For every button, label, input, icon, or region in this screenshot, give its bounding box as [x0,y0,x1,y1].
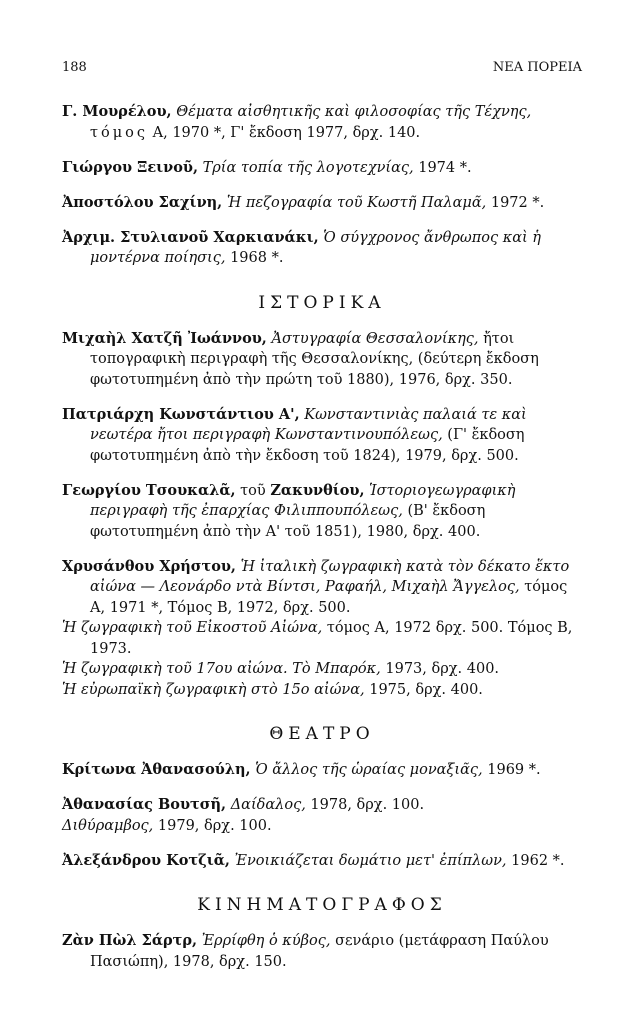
list-item: Γ. Μουρέλου, Θέματα αἰσθητικῆς καὶ φιλοσοφίας τῆς Τέχνης, τόμος Α, 1970 *, Γ' ἔκδοση 1977, δρχ. 140. [62,103,532,141]
list-item: Ἀποστόλου Σαχίνη, Ἡ πεζογραφία τοῦ Κωστῆ Παλαμᾶ, 1972 *. [62,193,545,211]
list-item: Πατριάρχη Κωνστάντιου Α', Κωνσταντινιὰς παλαιά τε καὶ νεωτέρα ἤτοι περιγραφὴ Κωνσταντινουπόλεως, (Γ' ἔκδοση φωτοτυπημένη ἀπὸ τὴν ἔκδοση τοῦ 1824), 1979, δρχ. 500. [62,405,527,464]
list-item: Ζὰν Πὼλ Σάρτρ, Ἐρρίφθη ὁ κύβος, σενάριο (μετάφραση Παύλου Πασιώπη), 1978, δρχ. 150. [62,932,549,970]
list-item: Ἀθανασίας Βουτσῆ, Δαίδαλος, 1978, δρχ. 100. Διθύραμβος, 1979, δρχ. 100. [62,796,425,834]
list-item: Γιώργου Ξεινοῦ, Τρία τοπία τῆς λογοτεχνίας, 1974 *. [62,158,472,176]
page-header [62,60,582,75]
section-heading-kinimatografos: ΚΙΝΗΜΑΤΟΓΡΑΦΟΣ [197,895,447,915]
list-item: Μιχαὴλ Χατζῆ Ἰωάννου, Ἀστυγραφία Θεσσαλονίκης, ἤτοι τοπογραφικὴ περιγραφὴ τῆς Θεσσαλονίκης, (δεύτερη ἔκδοση φωτοτυπημένη ἀπὸ τὴν πρώτη τοῦ 1880), 1976, δρχ. 350. [62,329,539,388]
list-item: Ἀρχιμ. Στυλιανοῦ Χαρκιανάκι, Ὁ σύγχρονος ἄνθρωπος καὶ ἡ μοντέρνα ποίησις, 1968 *. [62,228,541,266]
list-item: Κρίτωνα Ἀθανασούλη, Ὁ ἄλλος τῆς ὡραίας μοναξιᾶς, 1969 *. [62,761,541,778]
list-item: Ἀλεξάνδρου Κοτζιᾶ, Ἐνοικιάζεται δωμάτιο μετ' ἐπίπλων, 1962 *. [62,851,565,869]
journal-title: ΝΕΑ ΠΟΡΕΙΑ [492,60,582,75]
section-heading-theatro: ΘΕΑΤΡΟ [269,724,375,744]
section-heading-istorika: ΙΣΤΟΡΙΚΑ [258,292,386,313]
list-item: Χρυσάνθου Χρήστου, Ἡ ἰταλικὴ ζωγραφικὴ κατὰ τὸν δέκατο ἕκτο αἰώνα — Λεονάρδο ντὰ Βίντσι, Ραφαήλ, Μιχαὴλ Ἄγγελος, τόμος Α, 1971 *, Τόμος Β, 1972, δρχ. 500. Ἡ ζωγραφικὴ τοῦ Εἰκοστοῦ Αἰώνα, τόμος Α, 1972 δρχ. 500. Τόμος Β, 1973. Ἡ ζωγραφικὴ τοῦ 17ου αἰώνα. Τὸ Μπαρόκ, 1973, δρχ. 400. Ἡ εὐρωπαϊκὴ ζωγραφικὴ στὸ 15ο αἰώνα, 1975, δρχ. 400. [62,557,573,698]
page-number: 188 [62,60,87,75]
list-item: Γεωργίου Τσουκαλᾶ, τοῦ Ζακυνθίου, Ἱστοριογεωγραφικὴ περιγραφὴ τῆς ἐπαρχίας Φιλιππουπόλεως, (Β' ἔκδοση φωτοτυπημένη ἀπὸ τὴν Α' τοῦ 1851), 1980, δρχ. 400. [62,481,516,540]
page [62,60,582,985]
